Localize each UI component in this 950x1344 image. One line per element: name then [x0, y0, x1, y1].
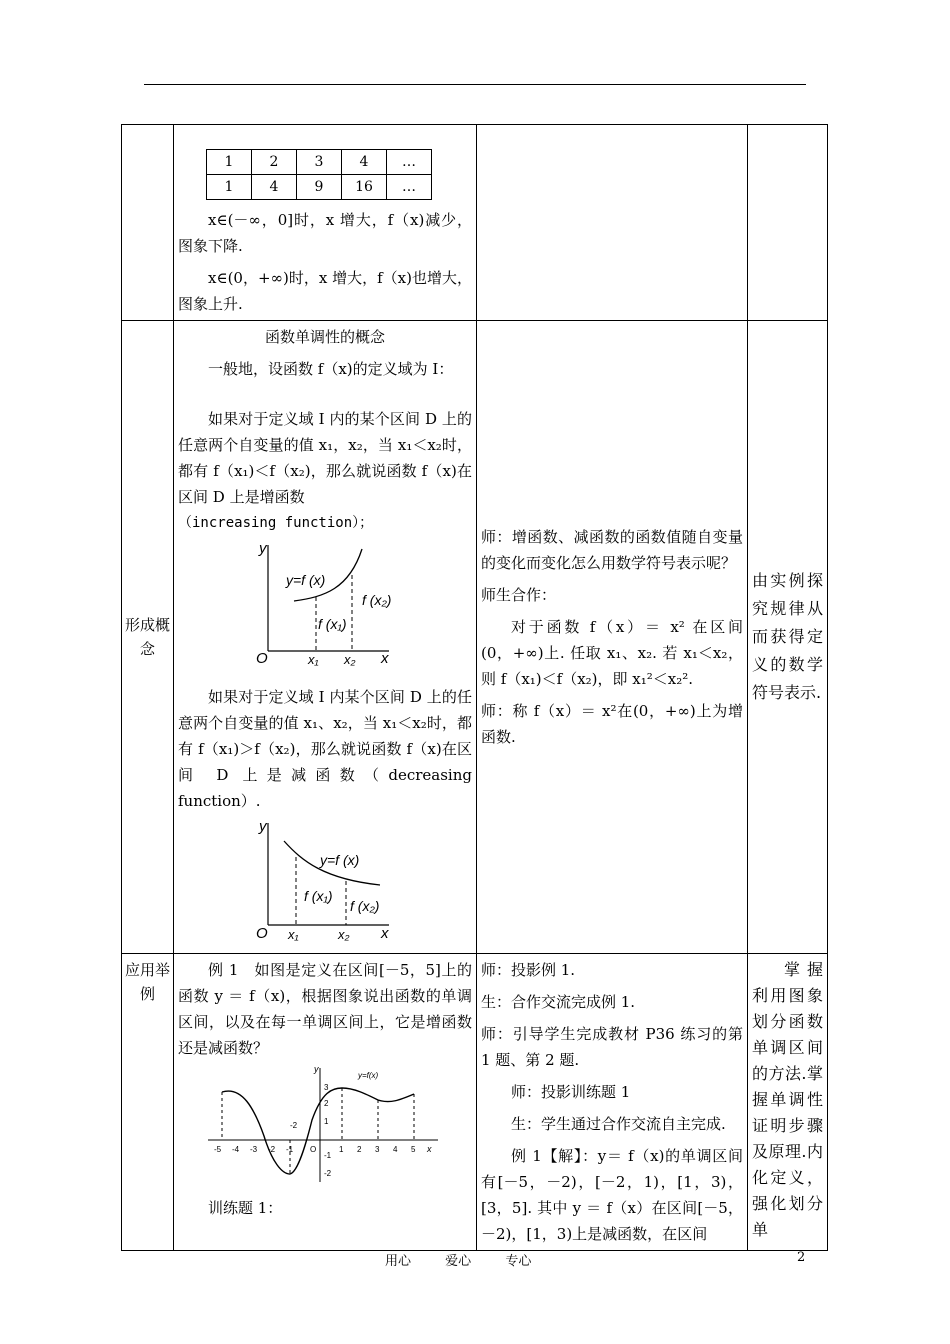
- increasing-graph: [254, 539, 414, 667]
- footer-slogan: [385, 1250, 561, 1269]
- fx1-label: f (x₁): [304, 888, 333, 904]
- x-tick-label: -3: [250, 1145, 258, 1154]
- x2-label: x₂: [338, 927, 350, 942]
- increasing-english: （increasing function）；: [178, 515, 374, 531]
- square-table: [206, 149, 432, 200]
- y-tick-labels: [324, 1083, 332, 1178]
- square-table-cell: 4: [342, 150, 387, 175]
- square-table-cell: 16: [342, 175, 387, 200]
- design-note: 由实例探究规律从而获得定义的数学符号表示.: [752, 571, 823, 702]
- row1-note-cell: [748, 125, 828, 321]
- decreasing-graph: [254, 817, 414, 945]
- x-tick-label: 5: [411, 1145, 416, 1154]
- y-axis-label: y: [314, 1064, 319, 1074]
- square-table-cell: …: [387, 175, 432, 200]
- origin-label: O: [256, 925, 268, 942]
- table-row: [122, 321, 828, 954]
- x-axis-label: x: [381, 925, 389, 942]
- section-title: 函数单调性的概念: [264, 328, 385, 346]
- square-table-row-x: [207, 150, 432, 175]
- teacher-question: 师：增函数、减函数的函数值随自变量的变化而变化怎么用数学符号表示呢？: [481, 528, 743, 572]
- square-table-cell: 3: [297, 150, 342, 175]
- decreasing-definition: 如果对于定义域 I 内某个区间 D 上的任意两个自变量的值 x₁、x₂，当 x₁＜x₂时，都有 f（x₁)＞f（x₂)，那么就说函数 f（x)在区间 D 上是减函数（decreasing function）.: [178, 688, 472, 810]
- x-tick-label: -2: [268, 1145, 276, 1154]
- row3-content-cell: [174, 954, 477, 1251]
- increasing-observation: x∈(0，+∞)时，x 增大，f（x)也增大， 图象上升.: [178, 269, 472, 313]
- table-row: [122, 954, 828, 1251]
- function-curve: [222, 1088, 414, 1174]
- row3-label-cell: [122, 954, 174, 1251]
- fx2-label: f (x₂): [362, 592, 392, 608]
- increasing-definition: 如果对于定义域 I 内的某个区间 D 上的任意两个自变量的值 x₁，x₂，当 x₁＜x₂时，都有 f（x₁)＜f（x₂)，那么就说函数 f（x)在区间 D 上是增函数: [178, 410, 472, 506]
- y-axis-label: y: [259, 818, 267, 835]
- y-tick-label: -2: [324, 1169, 332, 1178]
- decreasing-observation: x∈(－∞，0]时，x 增大，f（x)减少，图象下降.: [178, 211, 472, 255]
- row2-label-cell: [122, 321, 174, 954]
- x2-label: x₂: [344, 652, 356, 667]
- x-tick-label: -5: [214, 1145, 222, 1154]
- x-tick-label: 1: [339, 1145, 344, 1154]
- footer-word: 用心: [385, 1254, 412, 1269]
- row-label: 形成概念: [124, 616, 170, 658]
- square-table-cell: 9: [297, 175, 342, 200]
- example-graph: [202, 1064, 442, 1184]
- x1-label: x₁: [288, 927, 299, 942]
- teacher-line: 师：投影例 1.: [481, 961, 576, 979]
- example-text: 例 1 如图是定义在区间[－5，5]上的函数 y ＝ f（x)，根据图象说出函数的单调区间，以及在每一单调区间上，它是增函数还是减函数？: [178, 961, 472, 1057]
- fx1-label: f (x₁): [318, 616, 347, 632]
- row2-note-cell: [748, 321, 828, 954]
- x-tick-label: O: [310, 1145, 317, 1154]
- row1-label-cell: [122, 125, 174, 321]
- training-label: 训练题 1：: [208, 1199, 283, 1217]
- square-table-cell: 1: [207, 150, 252, 175]
- definition-intro: 一般地，设函数 f（x)的定义域为 I：: [208, 360, 454, 378]
- x-tick-label: -1: [286, 1145, 294, 1154]
- header-rule: [144, 84, 806, 85]
- square-table-cell: 1: [207, 175, 252, 200]
- x1-label: x₁: [308, 652, 319, 667]
- curve-label: y=f (x): [320, 852, 360, 868]
- square-table-cell: 4: [252, 175, 297, 200]
- x-tick-label: 3: [375, 1145, 380, 1154]
- y-tick-label: -1: [324, 1151, 332, 1160]
- row2-teacher-cell: [477, 321, 748, 954]
- cooperation-label: 师生合作：: [481, 586, 557, 604]
- square-table-cell: …: [387, 150, 432, 175]
- teacher-line: 师：引导学生完成教材 P36 练习的第 1 题、第 2 题.: [481, 1025, 743, 1069]
- y-tick-label: 3: [324, 1083, 329, 1092]
- design-note: 掌握利用图象划分函数单调区间的方法.掌握单调性证明步骤及原理.内化定义，强化划分单: [752, 960, 823, 1239]
- y-axis-label: y: [259, 540, 267, 557]
- cooperation-text: 对于函数 f（x）＝ x² 在区间(0，+∞)上. 任取 x₁、x₂. 若 x₁＜x₂，则 f（x₁)＜f（x₂)，即 x₁²＜x₂².: [481, 618, 743, 688]
- lesson-table: [121, 124, 828, 1251]
- student-line: 生：学生通过合作交流自主完成.: [511, 1115, 726, 1133]
- row2-content-cell: [174, 321, 477, 954]
- page-number: 2: [797, 1250, 806, 1265]
- curve-label: y=f(x): [358, 1071, 379, 1080]
- row1-teacher-cell: [477, 125, 748, 321]
- fx2-label: f (x₂): [350, 898, 380, 914]
- x-tick-label: 2: [357, 1145, 362, 1154]
- x-tick-labels: [214, 1145, 416, 1154]
- row1-content-cell: [174, 125, 477, 321]
- square-table-row-y: [207, 175, 432, 200]
- row3-note-cell: [748, 954, 828, 1251]
- x-axis-label: x: [381, 650, 389, 667]
- min-label: -2: [290, 1121, 298, 1130]
- origin-label: O: [256, 650, 268, 667]
- x-tick-label: 4: [393, 1145, 398, 1154]
- y-tick-label: 2: [324, 1099, 329, 1108]
- table-row: [122, 125, 828, 321]
- row3-teacher-cell: [477, 954, 748, 1251]
- footer-word: 专心: [505, 1254, 532, 1269]
- x-axis-label: x: [427, 1144, 432, 1154]
- student-line: 生：合作交流完成例 1.: [481, 993, 636, 1011]
- x-tick-label: -4: [232, 1145, 240, 1154]
- y-tick-label: 1: [324, 1117, 329, 1126]
- row-label: 应用举例: [124, 961, 170, 1003]
- square-table-cell: 2: [252, 150, 297, 175]
- solution-text: 例 1【解】：y＝ f（x)的单调区间有[－5，－2)，[－2，1)，[1，3)，[3，5]. 其中 y ＝ f（x）在区间[－5，－2)，[1，3)上是减函数，在区间: [481, 1147, 743, 1243]
- teacher-line: 师：投影训练题 1: [511, 1083, 631, 1101]
- curve-label: y=f (x): [286, 572, 326, 588]
- footer-word: 爱心: [445, 1254, 472, 1269]
- teacher-conclusion: 师：称 f（x）＝ x²在(0，+∞)上为增函数.: [481, 702, 743, 746]
